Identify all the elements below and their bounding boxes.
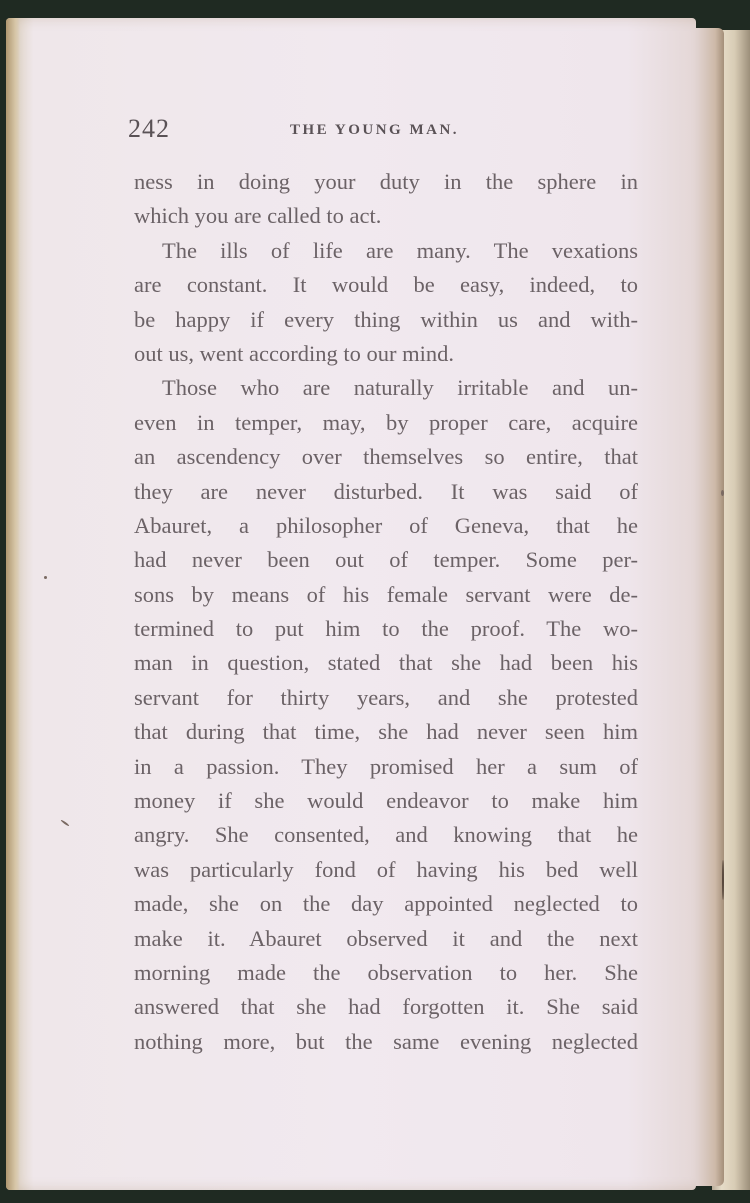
text-line: Abauret, a philosopher of Geneva, that he xyxy=(134,512,638,538)
running-head: THE YOUNG MAN. xyxy=(290,122,460,138)
text-line: servant for thirty years, and she protested xyxy=(134,684,638,710)
paper-speck xyxy=(721,490,724,496)
text-line: out us, went according to our mind. xyxy=(134,340,454,366)
text-line: had never been out of temper. Some per- xyxy=(134,547,638,573)
text-line: even in temper, may, by proper care, acquire xyxy=(134,409,638,435)
text-line: was particularly fond of having his bed well xyxy=(134,856,638,882)
text-line: The ills of life are many. The vexations xyxy=(162,237,638,263)
paper-speck xyxy=(44,576,47,579)
body-text xyxy=(134,165,638,1059)
text-line: are constant. It would be easy, indeed, to xyxy=(134,272,638,298)
text-line: morning made the observation to her. She xyxy=(134,959,638,985)
text-line: that during that time, she had never seen him xyxy=(134,719,638,745)
text-line: answered that she had forgotten it. She said xyxy=(134,994,638,1020)
page-gutter xyxy=(6,18,20,1190)
text-line: money if she would endeavor to make him xyxy=(134,788,638,814)
text-line: they are never disturbed. It was said of xyxy=(134,478,638,504)
paper-speck xyxy=(722,860,724,900)
text-line: Those who are naturally irritable and un- xyxy=(162,375,638,401)
text-line: made, she on the day appointed neglected to xyxy=(134,891,638,917)
text-line: angry. She consented, and knowing that he xyxy=(134,822,638,848)
page-number: 242 xyxy=(128,114,170,143)
text-line: in a passion. They promised her a sum of xyxy=(134,753,638,779)
text-line: ness in doing your duty in the sphere in xyxy=(134,169,638,194)
text-line: make it. Abauret observed it and the next xyxy=(134,925,638,951)
text-line: sons by means of his female servant were de- xyxy=(134,581,638,607)
text-line: termined to put him to the proof. The wo- xyxy=(134,616,638,642)
text-line: be happy if every thing within us and with- xyxy=(134,306,638,332)
text-line: which you are called to act. xyxy=(134,203,382,229)
text-line: nothing more, but the same evening neglected xyxy=(134,1028,638,1054)
page-header xyxy=(128,112,638,152)
text-line: man in question, stated that she had been his xyxy=(134,650,638,676)
text-line: an ascendency over themselves so entire, that xyxy=(134,444,638,470)
